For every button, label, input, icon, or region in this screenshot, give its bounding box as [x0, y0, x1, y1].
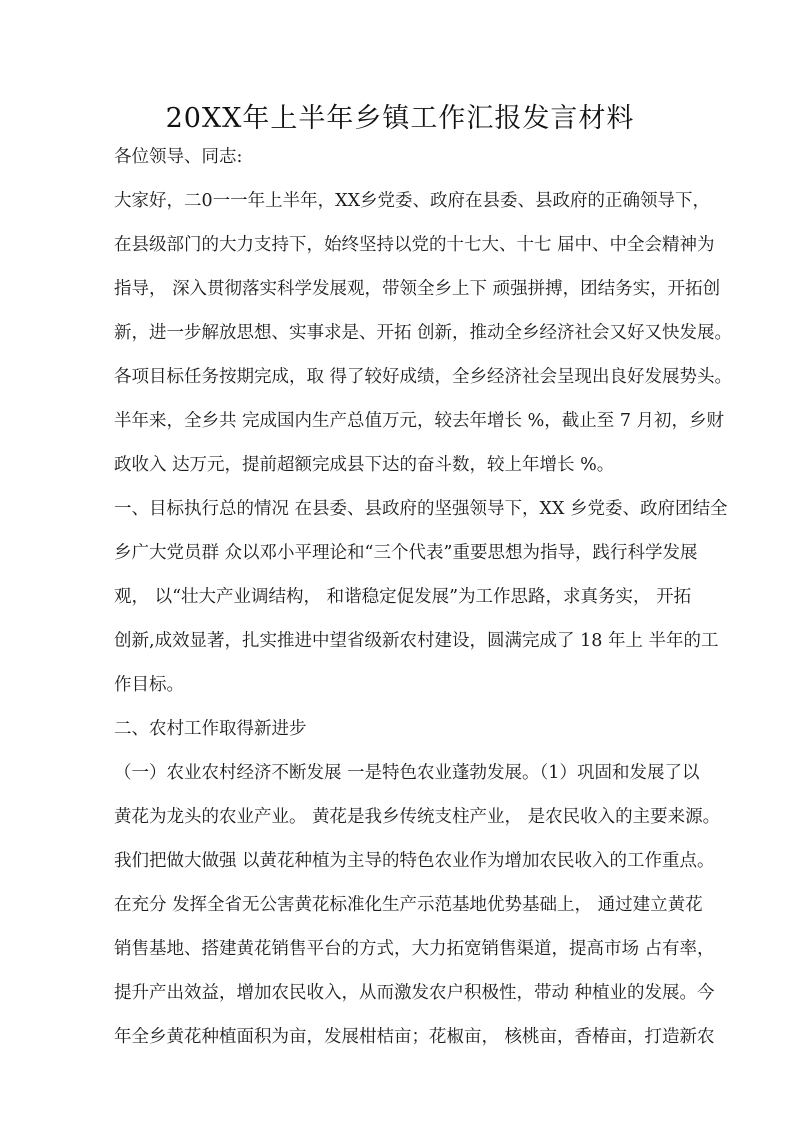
text-line: 各项目标任务按期完成，取 得了较好成绩，全乡经济社会呈现出良好发展势头。	[114, 367, 733, 387]
text-line: 销售基地、搭建黄花销售平台的方式，大力拓宽销售渠道，提高市场 占有率，	[114, 939, 715, 959]
text-line: 创新,成效显著，扎实推进中望省级新农村建设，圆满完成了 18 年上 半年的工	[114, 631, 719, 651]
text-line: 我们把做大做强 以黄花种植为主导的特色农业作为增加农民收入的工作重点。	[114, 851, 715, 871]
text-line: 在县级部门的大力支持下，始终坚持以党的十七大、十七 届中、中全会精神为	[114, 235, 715, 255]
text-line: 新，进一步解放思想、实事求是、开拓 创新，推动全乡经济社会又好又快发展。	[114, 323, 733, 343]
text-line: 半年来，全乡共 完成国内生产总值万元，较去年增长 %，截止至 7 月初，乡财	[114, 411, 725, 431]
subsection-line: （一）农业农村经济不断发展 一是特色农业蓬勃发展。（1）巩固和发展了以	[114, 763, 700, 783]
text-line: 年全乡黄花种植面积为亩，发展柑桔亩；花椒亩， 核桃亩，香椿亩，打造新农	[114, 1027, 715, 1047]
text-line: 观， 以“壮大产业调结构， 和谐稳定促发展”为工作思路，求真务实， 开拓	[114, 587, 692, 607]
text-line: 作目标。	[114, 675, 184, 695]
text-line: 在充分 发挥全省无公害黄花标准化生产示范基地优势基础上， 通过建立黄花	[114, 895, 703, 915]
text-line-salutation: 各位领导、同志:	[114, 147, 243, 167]
section-heading-1: 一、目标执行总的情况 在县委、县政府的坚强领导下，XX 乡党委、政府团结全	[114, 499, 728, 519]
text-line: 政收入 达万元，提前超额完成县下达的奋斗数，较上年增长 %。	[114, 455, 615, 475]
text-line: 指导， 深入贯彻落实科学发展观，带领全乡上下 顽强拼搏，团结务实，开拓创	[114, 279, 721, 299]
text-line: 提升产出效益，增加农民收入，从而激发农户积极性，带动 种植业的发展。今	[114, 983, 715, 1003]
text-line: 乡广大党员群 众以邓小平理论和“三个代表”重要思想为指导，践行科学发展	[114, 543, 698, 563]
document-title: 20XX年上半年乡镇工作汇报发言材料	[165, 103, 635, 134]
text-line: 黄花为龙头的农业产业。 黄花是我乡传统支柱产业， 是农民收入的主要来源。	[114, 807, 721, 827]
text-line: 大家好，二0一一年上半年，XX乡党委、政府在县委、县政府的正确领导下，	[114, 191, 711, 211]
section-heading-2: 二、农村工作取得新进步	[114, 719, 307, 739]
